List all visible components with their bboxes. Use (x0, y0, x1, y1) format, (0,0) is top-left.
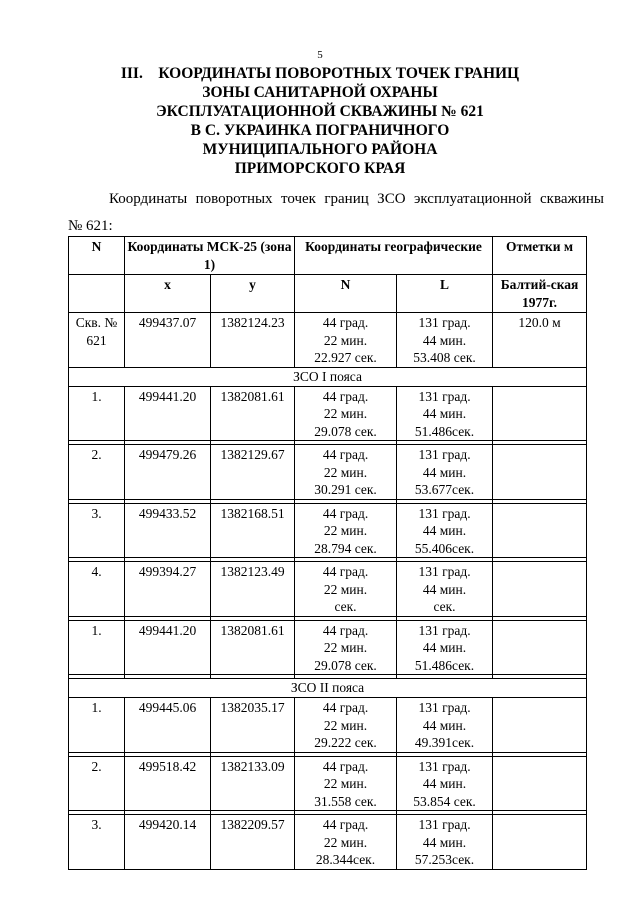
header-row (69, 237, 587, 275)
cell-line: 131 град. (418, 700, 471, 715)
section-heading (0, 64, 640, 178)
cell-line: 22 мин. (323, 406, 368, 421)
subheader-row (69, 275, 587, 313)
cell-text: 1382168.51 (220, 505, 285, 521)
cell-line: 44 мин. (422, 717, 467, 733)
point-row (69, 386, 587, 441)
cell-line: 22 мин. (323, 581, 368, 597)
cell-text: 1382081.61 (220, 622, 285, 638)
cell-line: 22 мин. (323, 332, 368, 348)
coord-x (125, 503, 211, 558)
longitude (397, 503, 493, 558)
cell-text: 4. (91, 564, 102, 579)
latitude (295, 756, 397, 811)
cell-text: 2. (91, 758, 102, 774)
cell-text: 499518.42 (138, 758, 197, 774)
point-row (69, 815, 587, 870)
longitude (397, 815, 493, 870)
longitude (397, 386, 493, 441)
cell-text: 499433.52 (138, 505, 197, 521)
latitude (295, 386, 397, 441)
cell-line: 53.854 сек. (413, 793, 476, 809)
coordinates-table (68, 236, 587, 870)
cell-line: 49.391сек. (414, 735, 475, 750)
cell-line: 29.078 сек. (314, 423, 377, 439)
coord-x (125, 698, 211, 753)
cell-text: 1. (91, 622, 102, 638)
latitude (295, 313, 397, 368)
cell-line: 22 мин. (323, 717, 368, 733)
point-row (69, 620, 587, 675)
cell-line: 22 мин. (323, 776, 368, 791)
cell-line: 44 град. (322, 758, 369, 774)
elevation-mark (493, 698, 587, 753)
coord-x (125, 620, 211, 675)
elevation-mark (493, 562, 587, 617)
coord-y (211, 698, 295, 753)
cell-line: 22 мин. (323, 640, 368, 655)
cell-text: 1382081.61 (220, 388, 285, 404)
header-n: N (69, 237, 125, 275)
cell-line: 22 мин. (323, 523, 368, 538)
cell-line: 44 мин. (422, 640, 467, 655)
cell-text: 1382124.23 (220, 315, 285, 330)
heading-line: ЭКСПЛУАТАЦИОННОЙ СКВАЖИНЫ № 621 (156, 103, 484, 120)
elevation-mark (493, 620, 587, 675)
cell-line: 131 град. (418, 564, 471, 579)
header-lon: L (397, 275, 493, 313)
point-number (69, 756, 125, 811)
elevation-mark (493, 386, 587, 441)
intro-line: Координаты поворотных точек границ ЗСО эксплуатационной скважины (109, 191, 604, 207)
zone-title (69, 679, 587, 698)
cell-text: 3. (91, 817, 102, 832)
point-number (69, 445, 125, 500)
latitude (295, 815, 397, 870)
cell-line: 44 мин. (422, 834, 467, 850)
cell-line: 131 град. (418, 505, 471, 521)
point-number (69, 620, 125, 675)
coord-x (125, 386, 211, 441)
header-height-system: Балтий-ская 1977г. (493, 275, 587, 313)
header-y: y (211, 275, 295, 313)
cell-line: 44 мин. (422, 523, 467, 538)
point-row (69, 445, 587, 500)
coord-y (211, 313, 295, 368)
point-number (69, 386, 125, 441)
heading-line: В С. УКРАИНКА ПОГРАНИЧНОГО (190, 122, 450, 139)
cell-text: 499479.26 (138, 447, 197, 462)
cell-line: 131 град. (418, 447, 471, 462)
coord-y (211, 620, 295, 675)
longitude (397, 562, 493, 617)
longitude (397, 698, 493, 753)
cell-line: 51.486сек. (414, 657, 475, 673)
cell-line: 44 мин. (422, 406, 467, 421)
latitude (295, 562, 397, 617)
header-geo: Координаты географические (295, 237, 493, 275)
cell-line: сек. (334, 599, 357, 614)
cell-line: 29.078 сек. (314, 657, 377, 673)
longitude (397, 620, 493, 675)
latitude (295, 620, 397, 675)
cell-text: 1382209.57 (220, 817, 285, 832)
header-x: x (125, 275, 211, 313)
point-number (69, 503, 125, 558)
heading-line: ЗОНЫ САНИТАРНОЙ ОХРАНЫ (202, 84, 438, 101)
cell-line: 53.408 сек. (413, 350, 476, 365)
coord-x (125, 445, 211, 500)
zone-header-row (69, 679, 587, 698)
header-msk: Координаты МСК-25 (зона 1) (125, 237, 295, 275)
latitude (295, 445, 397, 500)
cell-text: Скв. № 621 (75, 315, 118, 348)
cell-line: 44 град. (322, 564, 369, 579)
cell-text: 1382133.09 (220, 758, 285, 774)
cell-line: 28.794 сек. (314, 540, 377, 556)
latitude (295, 698, 397, 753)
cell-line: 44 мин. (422, 464, 467, 480)
cell-line: 131 град. (418, 622, 471, 638)
cell-line: 44 град. (322, 817, 369, 832)
cell-text: 1. (91, 700, 102, 715)
cell-text: 1382035.17 (220, 700, 285, 715)
cell-text: 499394.27 (138, 564, 197, 579)
intro-paragraph (68, 186, 604, 240)
cell-line: 44 град. (322, 315, 369, 330)
cell-line: 131 град. (418, 315, 471, 330)
page-number: 5 (317, 49, 323, 61)
cell-line: 28.344сек. (315, 852, 376, 867)
coord-y (211, 562, 295, 617)
cell-line: 44 град. (322, 622, 369, 638)
elevation-mark (493, 503, 587, 558)
cell-line: 131 град. (418, 817, 471, 832)
elevation-mark (493, 815, 587, 870)
point-number (69, 815, 125, 870)
well-label (69, 313, 125, 368)
cell-line: 44 мин. (422, 776, 467, 791)
cell-line: 29.222 сек. (314, 735, 377, 750)
cell-text: ЗСО II пояса (290, 680, 365, 695)
point-row (69, 756, 587, 811)
cell-line: 22 мин. (323, 834, 368, 850)
cell-line: 44 мин. (422, 332, 467, 348)
zone-header-row (69, 367, 587, 386)
latitude (295, 503, 397, 558)
cell-line: 131 град. (418, 388, 471, 404)
cell-text: 3. (91, 505, 102, 521)
cell-line: 44 град. (322, 388, 369, 404)
cell-text: 499437.07 (138, 315, 197, 330)
heading-line: МУНИЦИПАЛЬНОГО РАЙОНА (202, 141, 438, 158)
header-lat: N (295, 275, 397, 313)
cell-line: 22 мин. (323, 464, 368, 480)
coord-x (125, 756, 211, 811)
cell-line: 57.253сек. (414, 852, 475, 867)
point-row (69, 698, 587, 753)
cell-text: 2. (91, 447, 102, 462)
elevation-mark (493, 445, 587, 500)
cell-text: 120.0 м (518, 315, 561, 330)
coord-x (125, 562, 211, 617)
cell-line: 51.486сек. (414, 423, 475, 439)
cell-text: 499420.14 (138, 817, 197, 832)
longitude (397, 756, 493, 811)
cell-text: 499441.20 (138, 622, 197, 638)
cell-text: 499441.20 (138, 388, 197, 404)
cell-line: 44 мин. (422, 581, 467, 597)
point-row (69, 562, 587, 617)
elevation-mark (493, 756, 587, 811)
cell-line: 31.558 сек. (314, 793, 377, 809)
header-marks: Отметки м (493, 237, 587, 275)
cell-line: 131 град. (418, 758, 471, 774)
header-empty (69, 275, 125, 313)
cell-line: сек. (433, 599, 456, 614)
coord-y (211, 756, 295, 811)
longitude (397, 313, 493, 368)
cell-text: 1382129.67 (220, 447, 285, 462)
coord-y (211, 815, 295, 870)
intro-line: № 621: (68, 218, 113, 234)
coord-x (125, 815, 211, 870)
cell-line: 55.406сек. (414, 540, 475, 556)
coord-y (211, 386, 295, 441)
heading-line: ПРИМОРСКОГО КРАЯ (234, 160, 406, 177)
cell-line: 44 град. (322, 447, 369, 462)
point-number (69, 698, 125, 753)
cell-line: 44 град. (322, 505, 369, 521)
zone-title (69, 367, 587, 386)
coord-y (211, 503, 295, 558)
cell-text: ЗСО I пояса (293, 368, 362, 384)
cell-line: 30.291 сек. (314, 482, 377, 497)
cell-text: 1. (91, 388, 102, 404)
well-row (69, 313, 587, 368)
point-number (69, 562, 125, 617)
elevation-mark (493, 313, 587, 368)
cell-line: 22.927 сек. (314, 350, 377, 365)
cell-line: 44 град. (322, 700, 369, 715)
coord-y (211, 445, 295, 500)
heading-line: III. КООРДИНАТЫ ПОВОРОТНЫХ ТОЧЕК ГРАНИЦ (120, 65, 520, 82)
point-row (69, 503, 587, 558)
cell-text: 1382123.49 (220, 564, 285, 579)
cell-text: 499445.06 (138, 700, 197, 715)
coord-x (125, 313, 211, 368)
cell-line: 53.677сек. (414, 482, 475, 497)
longitude (397, 445, 493, 500)
